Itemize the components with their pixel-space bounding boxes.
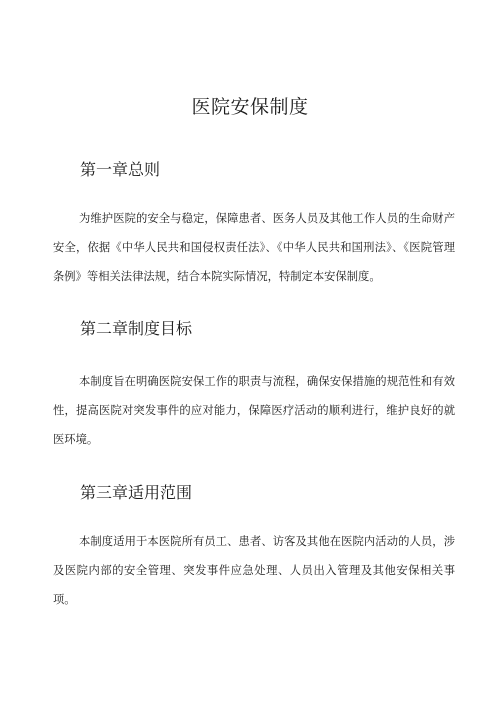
chapter-heading-scope: 第三章适用范围 — [80, 483, 193, 502]
chapter-body-goals: 本制度旨在明确医院安保工作的职责与流程，确保安保措施的规范性和有效性，提高医院对突发事件的应对能力，保障医疗活动的顺利进行，维护良好的就医环境。 — [53, 375, 455, 446]
chapter-heading-general: 第一章总则 — [80, 160, 161, 179]
chapter-heading-goals: 第二章制度目标 — [80, 319, 193, 338]
chapter-body-general: 为维护医院的安全与稳定，保障患者、医务人员及其他工作人员的生命财产安全，依据《中华人民共和国侵权责任法》、《中华人民共和国刑法》、《医院管理条例》等相关法律法规，结合本院实际情况，特制定本安保制度。 — [53, 212, 455, 283]
chapter-body-scope: 本制度适用于本医院所有员工、患者、访客及其他在医院内活动的人员，涉及医院内部的安全管理、突发事件应急处理、人员出入管理及其他安保相关事项。 — [53, 535, 455, 606]
document-title: 医院安保制度 — [191, 96, 309, 118]
